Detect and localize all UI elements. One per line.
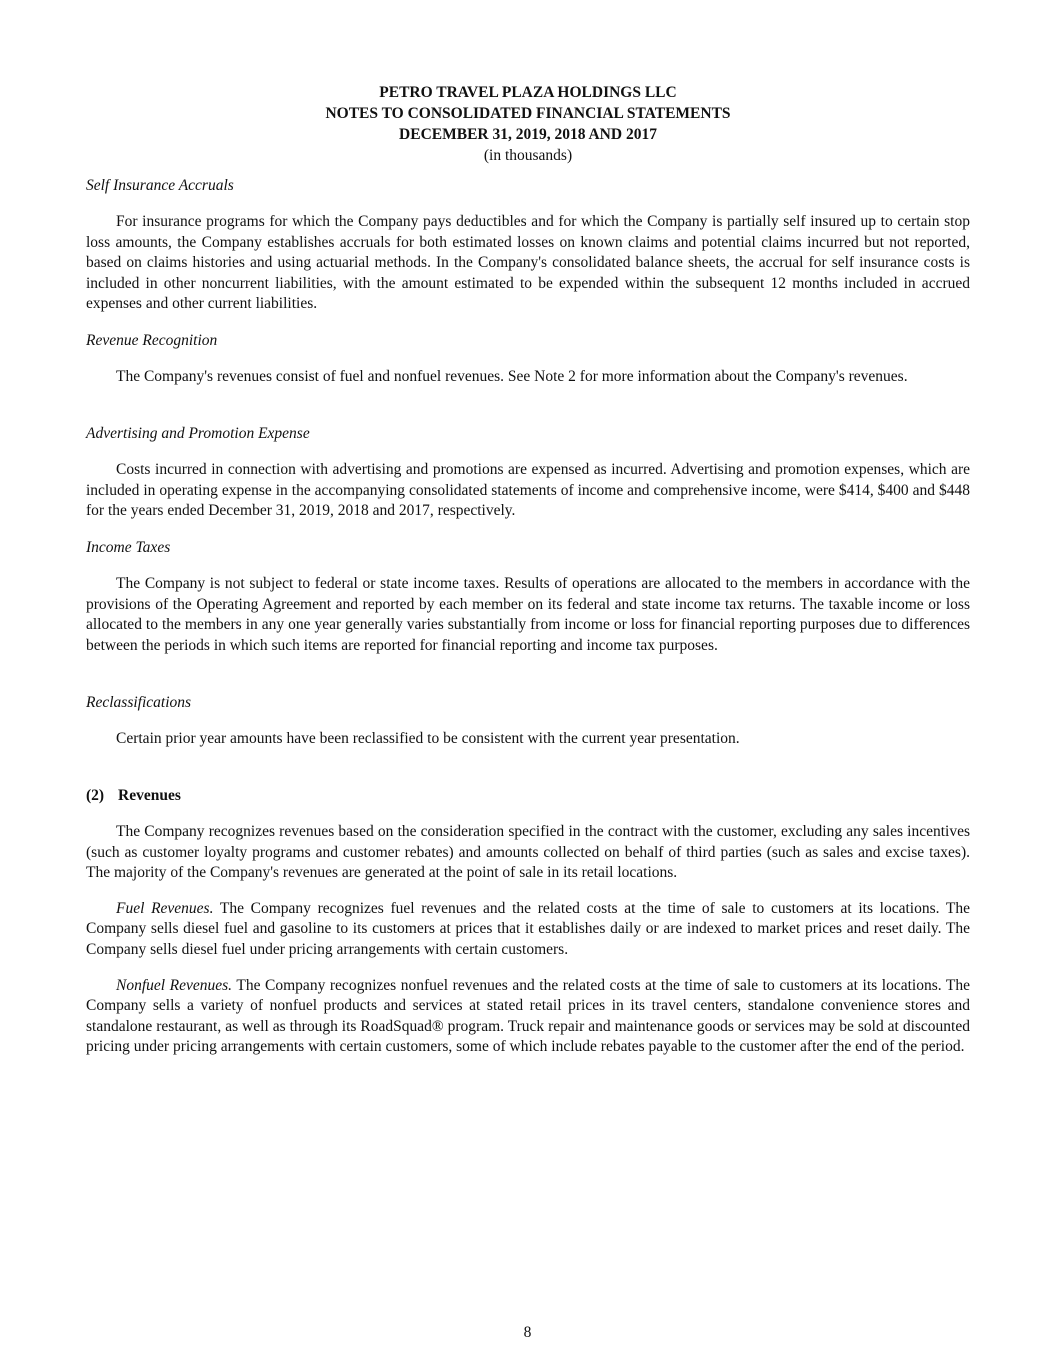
note-heading	[86, 786, 970, 806]
section-revenue-recognition	[86, 331, 970, 388]
section-heading: Advertising and Promotion Expense	[86, 425, 310, 442]
section-heading: Revenue Recognition	[86, 332, 218, 349]
note-2-revenues	[86, 786, 970, 1058]
nonfuel-revenues-lead: Nonfuel Revenues.	[116, 976, 233, 994]
page-number: 8	[523, 1324, 532, 1341]
note-number: (2)	[86, 787, 105, 804]
nonfuel-revenues-text: The Company recognizes nonfuel revenues and the related costs at the time of sale to customers at its locations. The Company sells a variety of nonfuel products and services at stated retail prices in its travel centers, standalone convenience stores and standalone restaurant, as well as through its RoadSquad® program. Truck repair and maintenance goods or services may be sold at discounted pricing under pricing arrangements with certain customers, some of which include rebates payable to the customer after the end of the period.	[86, 976, 970, 1056]
fuel-revenues-paragraph	[86, 899, 970, 961]
section-paragraph: Costs incurred in connection with advertising and promotions are expensed as incurred. Advertising and promotion expenses, which are included in operating expense in the accompanying consolidated statements of income and comprehensive income, were $414, $400 and $448 for the years ended December 31, 2019, 2018 and 2017, respectively.	[86, 461, 970, 520]
section-income-taxes	[86, 538, 970, 656]
section-self-insurance	[86, 176, 970, 315]
section-paragraph: Certain prior year amounts have been reclassified to be consistent with the current year presentation.	[116, 730, 740, 747]
nonfuel-revenues-paragraph	[86, 976, 970, 1058]
note-title: Revenues	[118, 787, 181, 804]
section-heading: Self Insurance Accruals	[86, 177, 234, 194]
section-paragraph: For insurance programs for which the Company pays deductibles and for which the Company is partially self insured up to certain stop loss amounts, the Company establishes accruals for both estimated losses on known claims and potential claims incurred but not reported, based on claims histories and using actuarial methods. In the Company's consolidated balance sheets, the accrual for self insurance costs is included in other noncurrent liabilities, with the amount estimated to be expended within the subsequent 12 months included in accrued expenses and other current liabilities.	[86, 213, 970, 313]
document-header	[86, 82, 970, 166]
document-title: NOTES TO CONSOLIDATED FINANCIAL STATEMENTS	[325, 105, 731, 122]
section-heading: Reclassifications	[86, 694, 192, 711]
units-note: (in thousands)	[483, 147, 573, 164]
section-paragraph: The Company's revenues consist of fuel and nonfuel revenues. See Note 2 for more information about the Company's revenues.	[116, 368, 908, 385]
note-intro-paragraph: The Company recognizes revenues based on the consideration specified in the contract with the customer, excluding any sales incentives (such as customer loyalty programs and customer rebates) and amounts collected on behalf of third parties (such as sales and excise taxes). The majority of the Company's revenues are generated at the point of sale in its retail locations.	[86, 823, 970, 882]
section-advertising	[86, 424, 970, 522]
section-reclassifications	[86, 693, 970, 750]
fuel-revenues-lead: Fuel Revenues.	[116, 899, 214, 917]
fuel-revenues-text: The Company recognizes fuel revenues and the related costs at the time of sale to customers at its locations. The Company sells diesel fuel and gasoline to its customers at prices that it establishes daily or are indexed to market prices and reset daily. The Company sells diesel fuel under pricing arrangements with certain customers.	[86, 899, 970, 958]
section-paragraph: The Company is not subject to federal or state income taxes. Results of operations are allocated to the members in accordance with the provisions of the Operating Agreement and reported by each member on its federal and state income tax returns. The taxable income or loss allocated to the members in any one year generally varies substantially from income or loss for financial reporting purposes due to differences between the periods in which such items are reported for financial reporting and income tax purposes.	[86, 575, 970, 654]
statement-dates: DECEMBER 31, 2019, 2018 AND 2017	[399, 126, 657, 143]
company-name: PETRO TRAVEL PLAZA HOLDINGS LLC	[379, 84, 677, 101]
section-heading: Income Taxes	[86, 539, 171, 556]
